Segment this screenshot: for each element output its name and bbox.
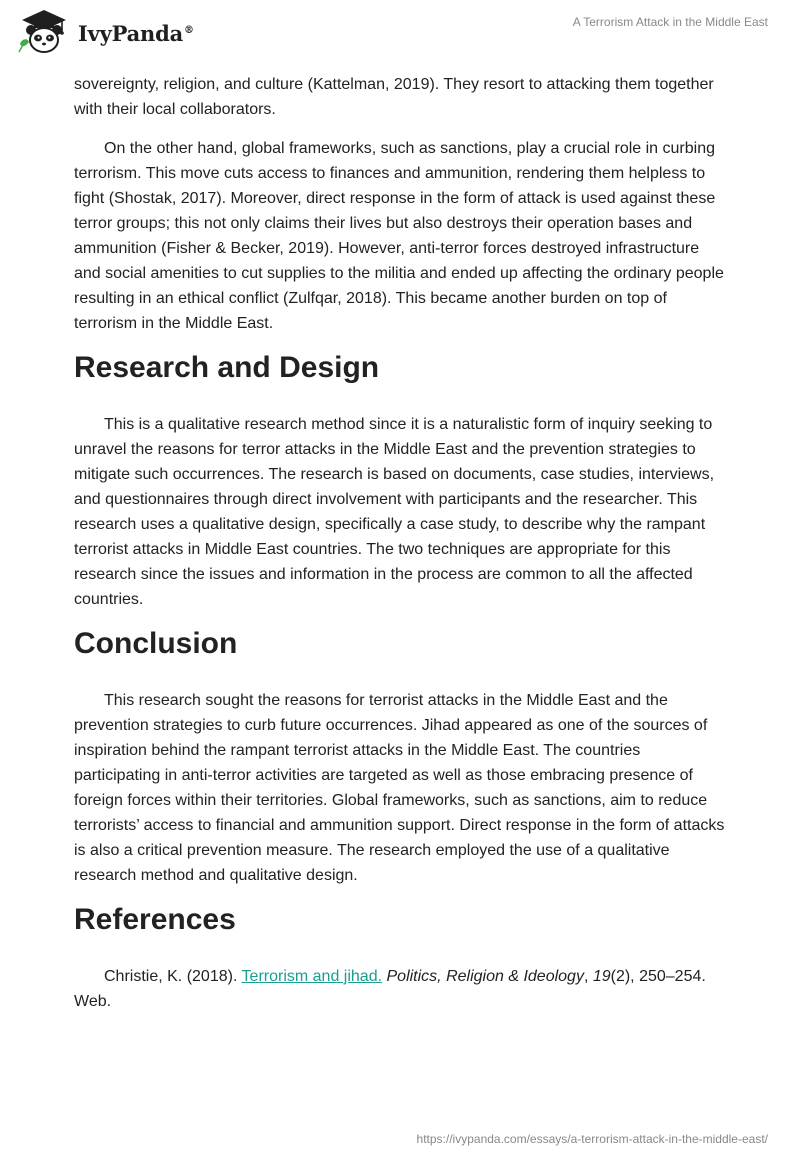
reference-author: Christie, K. (2018).: [104, 968, 242, 985]
paragraph-conclusion: This research sought the reasons for terrorist attacks in the Middle East and the prevention strategies to curb future occurrences. Jihad appeared as one of the sources of inspiration behind the rampant terrorist attacks in the Middle East. The countries participating in anti-terror activities are targeted as well as those embracing presence of foreign forces within their territories. Global frameworks, such as sanctions, aim to reduce terrorists’ access to financial and ammunition support. Direct response in the form of attacks is also a critical prevention measure. The research employed the use of a qualitative research method and qualitative design.: [74, 692, 725, 884]
essay-content: [74, 72, 730, 1028]
paragraph-global-frameworks: On the other hand, global frameworks, such as sanctions, play a crucial role in curbing terrorism. This move cuts access to finances and ammunition, rendering them helpless to fight (Shostak, 2017). Moreover, direct response in the form of attack is used against these terror groups; this not only claims their lives but also destroys their operation bases and ammunition (Fisher & Becker, 2019). However, anti-terror forces destroyed infrastructure and social amenities to cut supplies to the militia and ended up affecting the ordinary people resulting in an ethical conflict (Zulfqar, 2018). This became another burden on top of terrorism in the Middle East.: [74, 140, 724, 332]
reference-entry: Christie, K. (2018). Terrorism and jihad. Politics, Religion & Ideology, 19(2), 250–254. Web.: [74, 968, 706, 1010]
reference-volume: 19: [592, 968, 611, 985]
heading-references: References: [74, 903, 236, 936]
page-header: [0, 0, 800, 64]
document-title: A Terrorism Attack in the Middle East: [572, 15, 768, 29]
paragraph-research-design: This is a qualitative research method since it is a naturalistic form of inquiry seeking to unravel the reasons for terror attacks in the Middle East and the prevention strategies to mitigate such occurrences. The research is based on documents, case studies, interviews, and questionnaires through direct involvement with participants and the researcher. This research uses a qualitative design, specifically a case study, to describe why the rampant terrorist attacks in Middle East countries. The two techniques are appropriate for this research since the issues and information in the process are common to all the affected countries.: [74, 416, 715, 608]
ivypanda-logo[interactable]: [16, 8, 194, 56]
source-url: https://ivypanda.com/essays/a-terrorism-attack-in-the-middle-east/: [416, 1132, 768, 1146]
heading-research-design: Research and Design: [74, 351, 380, 384]
reference-journal: Politics, Religion & Ideology: [386, 968, 584, 985]
brand-name: IvyPanda®: [78, 20, 194, 46]
reference-link[interactable]: Terrorism and jihad.: [241, 968, 383, 985]
panda-graduate-icon: [16, 8, 72, 56]
heading-conclusion: Conclusion: [74, 627, 238, 660]
reference-pages: (2), 250–254. Web.: [74, 968, 706, 1010]
paragraph-continued: sovereignty, religion, and culture (Kattelman, 2019). They resort to attacking them together with their local collaborators.: [74, 76, 714, 118]
